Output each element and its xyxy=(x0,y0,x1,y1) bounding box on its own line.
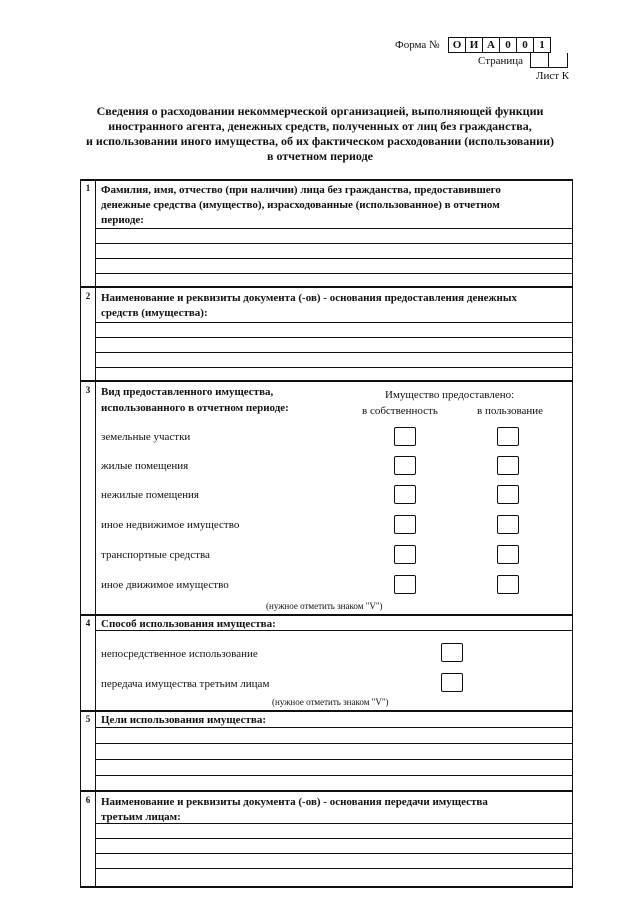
use-checkbox[interactable] xyxy=(497,485,519,504)
own-checkbox[interactable] xyxy=(394,427,416,446)
section-title: средств (имущества): xyxy=(101,307,208,319)
form-code-cell: 1 xyxy=(533,37,551,53)
section-title: Вид предоставленного имущества, xyxy=(101,386,274,398)
entry-line[interactable] xyxy=(95,853,572,854)
entry-line[interactable] xyxy=(95,273,572,274)
section-title: периоде: xyxy=(101,214,144,226)
entry-line[interactable] xyxy=(95,243,572,244)
entry-line[interactable] xyxy=(95,743,572,744)
section-number: 5 xyxy=(85,714,91,724)
property-type-label: иное движимое имущество xyxy=(101,579,229,591)
use-checkbox[interactable] xyxy=(497,575,519,594)
property-type-label: жилые помещения xyxy=(101,460,189,472)
entry-line[interactable] xyxy=(95,823,572,824)
form-code-cell: И xyxy=(465,37,483,53)
own-checkbox[interactable] xyxy=(394,515,416,534)
usage-checkbox[interactable] xyxy=(441,673,463,692)
own-checkbox[interactable] xyxy=(394,485,416,504)
title-line: иностранного агента, денежных средств, полученных от лиц без гражданства, xyxy=(108,119,532,133)
section-title: Фамилия, имя, отчество (при наличии) лица без гражданства, предоставившего xyxy=(101,184,501,196)
column-use-label: в пользование xyxy=(477,405,544,417)
entry-line[interactable] xyxy=(95,352,572,353)
entry-line[interactable] xyxy=(95,838,572,839)
own-checkbox[interactable] xyxy=(394,575,416,594)
section-title: Наименование и реквизиты документа (-ов) - основания предоставления денежных xyxy=(101,292,517,304)
column-header: Имущество предоставлено: xyxy=(385,389,515,401)
form-code-cell: 0 xyxy=(516,37,534,53)
title-line: Сведения о расходовании некоммерческой организацией, выполняющей функции xyxy=(96,104,544,118)
page-number-box[interactable] xyxy=(530,53,568,68)
property-type-label: земельные участки xyxy=(101,431,191,443)
use-checkbox[interactable] xyxy=(497,456,519,475)
own-checkbox[interactable] xyxy=(394,456,416,475)
use-checkbox[interactable] xyxy=(497,427,519,446)
mark-note: (нужное отметить знаком "V") xyxy=(266,601,383,611)
property-type-label: транспортные средства xyxy=(101,549,210,561)
column-own-label: в собственность xyxy=(362,405,438,417)
form-code-cell: А xyxy=(482,37,500,53)
usage-checkbox[interactable] xyxy=(441,643,463,662)
section-title: Способ использования имущества: xyxy=(101,618,276,630)
section-number: 2 xyxy=(85,291,91,301)
entry-line[interactable] xyxy=(95,322,572,323)
section-number: 4 xyxy=(85,618,91,628)
property-type-label: нежилые помещения xyxy=(101,489,199,501)
use-checkbox[interactable] xyxy=(497,545,519,564)
title-line: и использовании иного имущества, об их фактическом расходовании (использовании) xyxy=(85,134,555,148)
entry-line[interactable] xyxy=(95,228,572,229)
form-code-cell: 0 xyxy=(499,37,517,53)
own-checkbox[interactable] xyxy=(394,545,416,564)
section-title: Наименование и реквизиты документа (-ов) - основания передачи имущества xyxy=(101,796,488,808)
form-code-cell: О xyxy=(448,37,466,53)
section-number: 6 xyxy=(85,795,91,805)
property-type-label: иное недвижимое имущество xyxy=(101,519,240,531)
usage-method-label: непосредственное использование xyxy=(101,648,258,660)
entry-line[interactable] xyxy=(95,367,572,368)
entry-line[interactable] xyxy=(95,337,572,338)
section-number: 1 xyxy=(85,183,91,193)
entry-line[interactable] xyxy=(95,868,572,869)
form-number-label: Форма № xyxy=(395,39,440,51)
entry-line[interactable] xyxy=(95,258,572,259)
section-number: 3 xyxy=(85,385,91,395)
title-line: в отчетном периоде xyxy=(267,149,373,163)
document-title xyxy=(60,104,580,164)
usage-method-label: передача имущества третьим лицам xyxy=(101,678,270,690)
mark-note: (нужное отметить знаком "V") xyxy=(272,697,389,707)
section-title: использованного в отчетном периоде: xyxy=(101,402,289,414)
section-title: Цели использования имущества: xyxy=(101,714,267,726)
section-title: денежные средства (имущество), израсходованные (использованное) в отчетном xyxy=(101,199,500,211)
entry-line[interactable] xyxy=(95,727,572,728)
entry-line[interactable] xyxy=(95,775,572,776)
entry-line[interactable] xyxy=(95,759,572,760)
sheet-label: Лист К xyxy=(536,70,570,82)
use-checkbox[interactable] xyxy=(497,515,519,534)
page-label: Страница xyxy=(478,55,524,67)
section-title: третьим лицам: xyxy=(101,811,181,823)
